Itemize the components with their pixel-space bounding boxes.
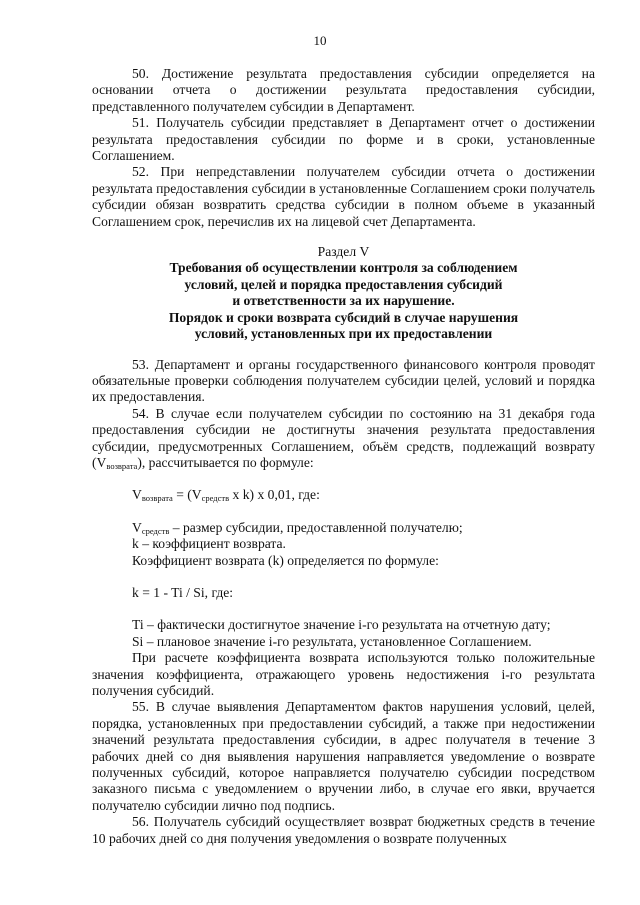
- paragraph-52: 52. При непредставлении получателем субсидии отчета о достижении результата предоставления субсидии в установленные Соглашением сроки получатель субсидии обязан возвратить средства субсидии в полном объеме в указанный Соглашением срок, перечислив их на лицевой счет Департамента.: [92, 164, 595, 229]
- section-label: Раздел V: [317, 244, 370, 260]
- definition-ti: Ti – фактически достигнутое значение i-го результата на отчетную дату;: [132, 617, 551, 633]
- section-title-line: Порядок и сроки возврата субсидий в случае нарушения: [168, 309, 519, 325]
- formula-return-volume: $V_{возврата} = (V_{средств}$ x k) x 0,01, где:: [132, 487, 320, 504]
- paragraph-51: 51. Получатель субсидии представляет в Департамент отчет о достижении результата предоставления субсидии по форме и в сроки, установленные Соглашением.: [92, 115, 595, 164]
- definition-si: Si – плановое значение i-го результата, установленное Соглашением.: [132, 633, 532, 649]
- section-title: [92, 260, 595, 342]
- formula-coefficient: k = 1 - Ti / Si, где:: [132, 584, 234, 600]
- definition-k-formula-intro: Коэффициент возврата (k) определяется по формуле:: [132, 552, 439, 568]
- paragraph-50: 50. Достижение результата предоставления субсидии определяется на основании отчета о достижении результата предоставления субсидии, представленного получателем субсидии в Департамент.: [92, 66, 595, 114]
- section-title-line: условий, установленных при их предоставлении: [194, 326, 493, 342]
- paragraph-56: 56. Получатель субсидий осуществляет возврат бюджетных средств в течение 10 рабочих дней со дня получения уведомления о возврате полученных: [92, 814, 595, 846]
- paragraph-53: 53. Департамент и органы государственного финансового контроля проводят обязательные проверки соблюдения получателем субсидии целей, условий и порядка их предоставления.: [92, 356, 595, 405]
- paragraph-calculation-note: При расчете коэффициента возврата используются только положительные значения коэффициента, отражающего уровень недостижения i-го результата получения субсидий.: [92, 650, 595, 698]
- paragraph-54: 54. В случае если получателем субсидии по состоянию на 31 декабря года предоставления субсидии не достигнуты значения результата предоставления субсидии, предусмотренных Соглашением, объём средств, подлежащий возврату $(V_{возврата})$, рассчитывается по формуле:: [92, 405, 595, 471]
- section-title-line: и ответственности за их нарушение.: [232, 293, 455, 309]
- page-number: 10: [313, 33, 327, 48]
- definition-v-funds: $V_{средств}$ – размер субсидии, предоставленной получателю;: [132, 519, 463, 536]
- paragraph-55: 55. В случае выявления Департаментом фактов нарушения условий, целей, порядка, установленных при предоставлении субсидий, а также при недостижении значений результата предоставления субсидии, в адрес получателя в течение 3 рабочих дней со дня выявления нарушения направляется уведомление о возврате полученных субсидий, которое направляется получателю субсидии посредством заказного письма с уведомлением о вручении либо, в случае его явки, вручается получателю субсидии лично под подпись.: [92, 699, 595, 813]
- definition-k: k – коэффициент возврата.: [132, 536, 286, 552]
- section-title-line: Требования об осуществлении контроля за соблюдением: [169, 260, 518, 276]
- section-title-line: условий, целей и порядка предоставления субсидий: [184, 276, 503, 292]
